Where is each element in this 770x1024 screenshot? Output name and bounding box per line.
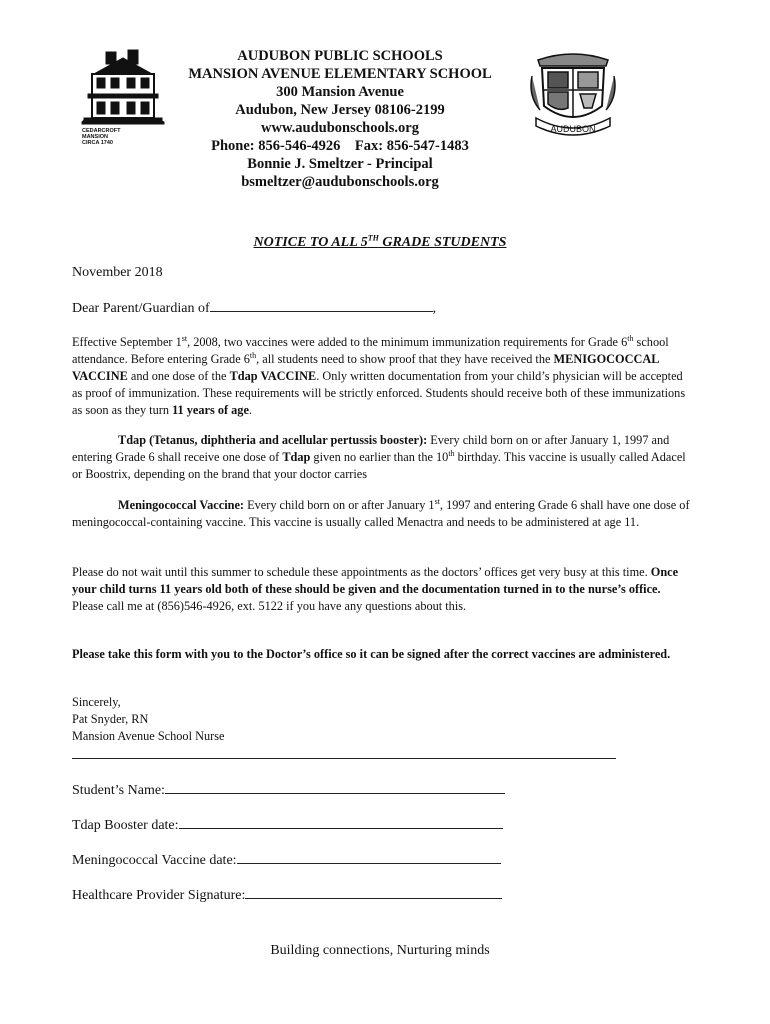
child-name-blank[interactable]: [210, 299, 433, 312]
letter-date: November 2018: [72, 265, 163, 280]
crest-text: AUDUBON: [550, 124, 596, 134]
logo-caption-1: CEDARCROFT: [82, 128, 121, 134]
fax: Fax: 856-547-1483: [354, 138, 469, 154]
paragraph-scheduling: Please do not wait until this summer to schedule these appointments as the doctors’ offices get very busy at this time. Once your child turns 11 years old both of these should be given and the documentation turned in to the nurse’s office. Please call me at (856)546-4926, ext. 5122 if you have any questions about this.: [72, 565, 679, 613]
salutation: Dear Parent/Guardian of ,: [72, 301, 437, 316]
closing-title: Mansion Avenue School Nurse: [72, 729, 225, 743]
city-state-zip: Audubon, New Jersey 08106-2199: [235, 102, 445, 118]
street-address: 300 Mansion Avenue: [276, 84, 404, 100]
paragraph-tdap: Tdap (Tetanus, diphtheria and acellular pertussis booster): Every child born on or after January 1, 1997 and entering Grade 6 shall receive one dose of Tdap given no earlier than the 10th birthday. This vaccine is usually called Adacel or Boostrix, depending on the brand that your doctor carries: [72, 433, 686, 481]
school-name: MANSION AVENUE ELEMENTARY SCHOOL: [188, 66, 492, 82]
principal-email: bsmeltzer@audubonschools.org: [241, 174, 439, 190]
website: www.audubonschools.org: [261, 120, 419, 136]
paragraph-meningococcal: Meningococcal Vaccine: Every child born on or after January 1st, 1997 and entering Grade 6 shall have one dose of meningococcal-containing vaccine. This vaccine is usually called Menactra and needs to be administered at age 11.: [72, 496, 690, 529]
logo-caption-2: MANSION: [82, 134, 108, 140]
tdap-date-blank[interactable]: [179, 816, 503, 829]
footer-motto: Building connections, Nurturing minds: [270, 943, 490, 958]
tdap-date-label: Tdap Booster date:: [72, 818, 179, 833]
meningococcal-date-blank[interactable]: [237, 851, 501, 864]
closing-name: Pat Snyder, RN: [72, 712, 149, 726]
meningococcal-date-label: Meningococcal Vaccine date:: [72, 853, 237, 868]
meningococcal-date-field: [72, 851, 501, 869]
notice-title: NOTICE TO ALL 5TH GRADE STUDENTS: [253, 233, 507, 250]
closing-block: [72, 694, 692, 745]
provider-signature-blank[interactable]: [245, 886, 502, 899]
logo-caption-3: CIRCA 1740: [82, 140, 113, 146]
phone-fax-line: [150, 137, 530, 155]
student-name-label: Student’s Name:: [72, 783, 165, 798]
tdap-date-field: [72, 816, 503, 834]
closing-sincerely: Sincerely,: [72, 695, 121, 709]
student-name-blank[interactable]: [165, 781, 505, 794]
student-name-field: [72, 781, 505, 799]
phone: Phone: 856-546-4926: [211, 138, 341, 154]
district-name: AUDUBON PUBLIC SCHOOLS: [237, 48, 443, 64]
audubon-crest-logo: [528, 46, 618, 146]
principal: Bonnie J. Smeltzer - Principal: [247, 156, 433, 172]
paragraph-requirements: Effective September 1st, 2008, two vaccines were added to the minimum immunization requirements for Grade 6th school attendance. Before entering Grade 6th, all students need to show proof that they have received the MENIGOCOCCAL VACCINE and one dose of the Tdap VACCINE. Only written documentation from your child’s physician will be accepted as proof of immunization. These requirements will be strictly enforced. Students should receive both of these immunizations as soon as they turn 11 years of age.: [72, 333, 686, 417]
separator-line: [72, 758, 616, 759]
school-header: [150, 47, 530, 191]
provider-signature-field: [72, 886, 502, 904]
provider-signature-label: Healthcare Provider Signature:: [72, 888, 246, 903]
paragraph-instructions: Please take this form with you to the Doctor’s office so it can be signed after the correct vaccines are administered.: [72, 647, 671, 661]
